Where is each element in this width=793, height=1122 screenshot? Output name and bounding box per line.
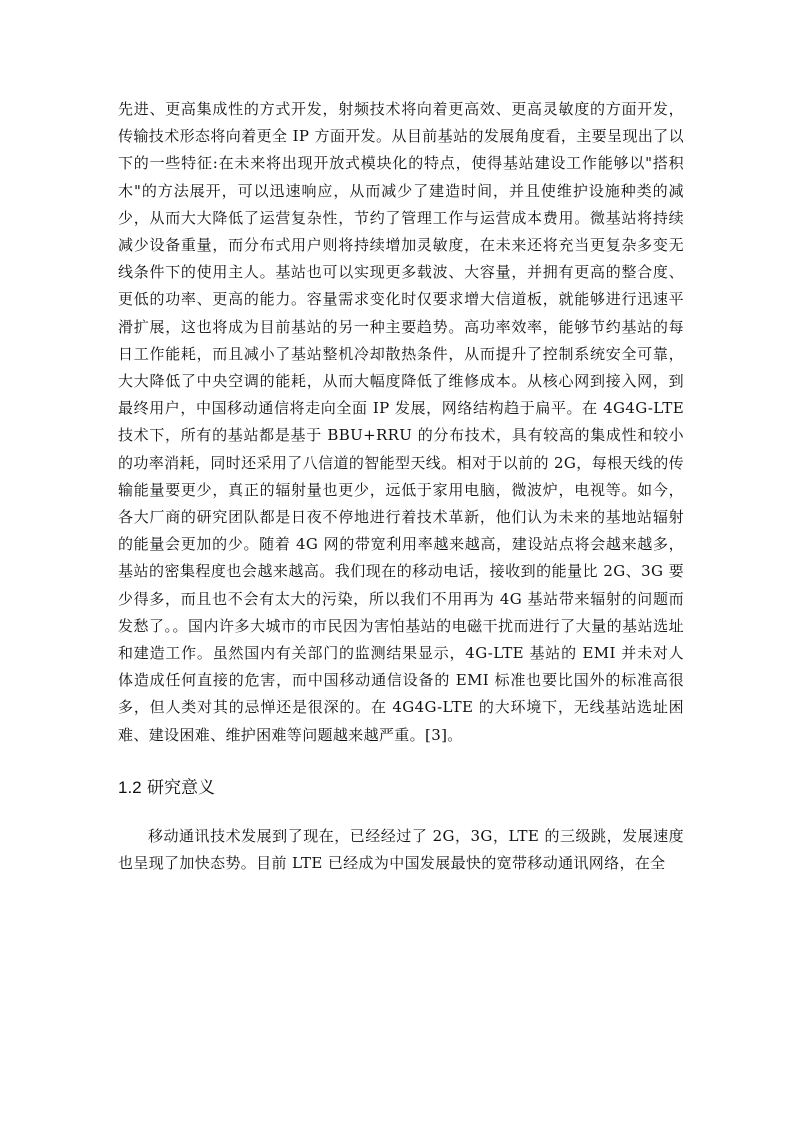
section-title: 研究意义 [147,777,216,798]
section-heading [118,776,684,800]
document-page [118,96,684,877]
body-paragraph: 移动通讯技术发展到了现在，已经经过了 2G，3G，LTE 的三级跳，发展速度也呈现了加快态势。目前 LTE 已经成为中国发展最快的宽带移动通讯网络，在全 [118,826,684,873]
body-paragraph: 先进、更高集成性的方式开发，射频技术将向着更高效、更高灵敏度的方面开发，传输技术形态将向着更全 IP 方面开发。从目前基站的发展角度看，主要呈现出了以下的一些特征:在未来将出现开放式模块化的特点，使得基站建设工作能够以"搭积木"的方法展开，可以迅速响应，从而减少了建造时间，并且使维护设施种类的减少，从而大大降低了运营复杂性，节约了管理工作与运营成本费用。微基站将持续减少设备重量，而分布式用户则将持续增加灵敏度，在未来还将充当更复杂多变无线条件下的使用主人。基站也可以实现更多载波、大容量，并拥有更高的整合度、更低的功率、更高的能力。容量需求变化时仅要求增大信道板，就能够进行迅速平滑扩展，这也将成为目前基站的另一种主要趋势。高功率效率，能够节约基站的每日工作能耗，而且减小了基站整机冷却散热条件，从而提升了控制系统安全可靠，大大降低了中央空调的能耗，从而大幅度降低了维修成本。从核心网到接入网，到最终用户，中国移动通信将走向全面 IP 发展，网络结构趋于扁平。在 4G4G-LTE 技术下，所有的基站都是基于 BBU+RRU 的分布技术，具有较高的集成性和较小的功率消耗，同时还采用了八信道的智能型天线。相对于以前的 2G，每根天线的传输能量要更少，真正的辐射量也更少，远低于家用电脑，微波炉，电视等。如今，各大厂商的研究团队都是日夜不停地进行着技术革新，他们认为未来的基地站辐射的能量会更加的少。随着 4G 网的带宽利用率越来越高，建设站点将会越来越多，基站的密集程度也会越来越高。我们现在的移动电话，接收到的能量比 2G、3G 要少得多，而且也不会有太大的污染，所以我们不用再为 4G 基站带来辐射的问题而发愁了。。国内许多大城市的市民因为害怕基站的电磁干扰而进行了大量的基站选址和建造工作。虽然国内有关部门的监测结果显示，4G-LTE 基站的 EMI 并未对人体造成任何直接的危害，而中国移动通信设备的 EMI 标准也要比国外的标准高很多，但人类对其的忌惮还是很深的。在 4G4G-LTE 的大环境下，无线基站选址困难、建设困难、维护困难等问题越来越严重。[3]。 [118,100,684,744]
section-number: 1.2 [118,777,142,797]
